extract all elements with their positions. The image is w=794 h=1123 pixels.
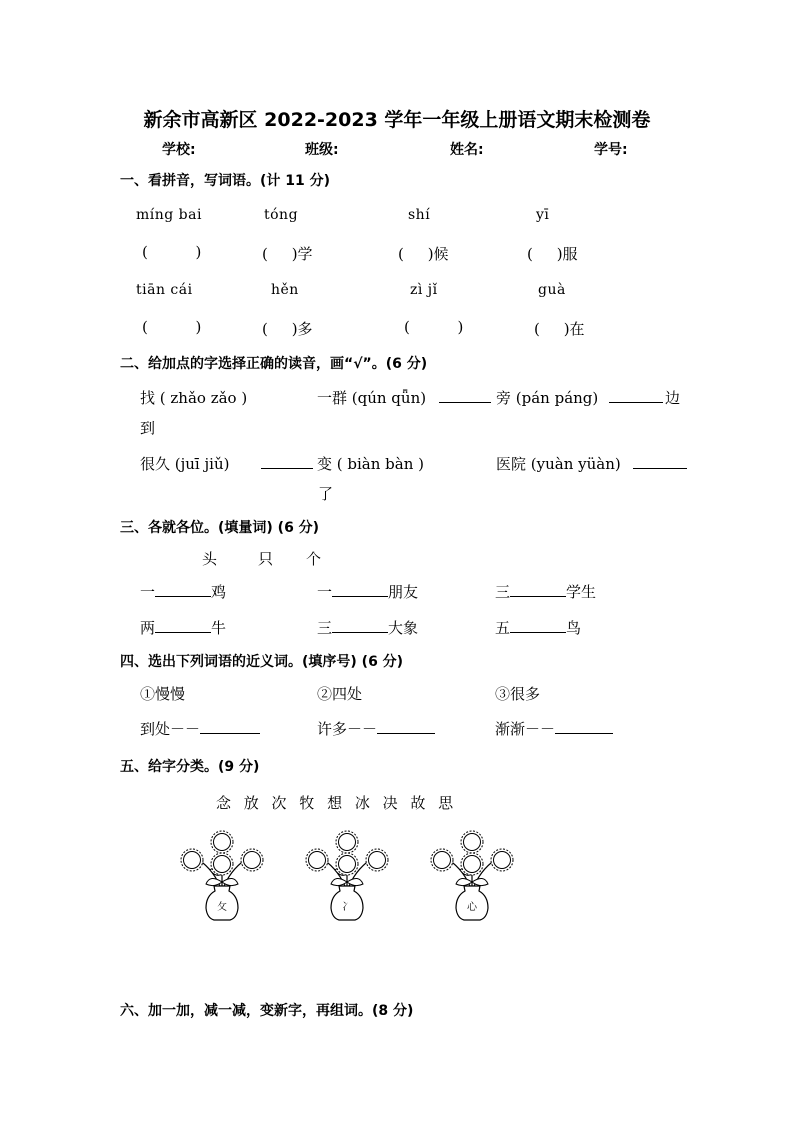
answer-blank: ( )候 [398,245,449,263]
quantity-item: 五 鸟 [495,619,582,637]
pinyin: shí [408,207,431,223]
answer-blank: ( ) [404,318,464,336]
reading-choice: 旁 (pán páng) [496,389,599,407]
synonym-option: ③很多 [495,685,541,703]
reading-choice: 很久 (juī jiǔ) [140,455,230,473]
class-field-label: 班级: [305,142,339,158]
quantity-item: 一 鸡 [140,583,227,601]
section-2-heading: 二、给加点的字选择正确的读音，画“√”。(6 分) [120,356,428,372]
reading-choice: 找 ( zhǎo zǎo ) [140,389,248,407]
wrapped-char: 了 [318,485,334,503]
vase-3-label: 心 [467,902,477,913]
name-field-label: 姓名: [450,142,484,158]
wrapped-char: 到 [140,419,156,437]
pinyin: hěn [271,282,299,298]
reading-choice: 一群 (qún qǖn) [317,389,427,407]
quantity-item: 三 大象 [317,619,419,637]
answer-line [633,454,687,469]
pinyin: zì jǐ [410,282,438,298]
pinyin: tiān cái [136,282,193,298]
quantity-item: 两 牛 [140,619,227,637]
answer-blank: ( ) [142,318,202,336]
reading-choice: 医院 (yuàn yüàn) [496,455,621,473]
answer-line [609,388,663,403]
pinyin: yī [536,207,550,223]
student-number-field-label: 学号: [594,142,628,158]
answer-blank: ( )多 [262,320,313,338]
synonym-item: 到处－－ [140,718,260,739]
measure-word-option: 个 [306,550,322,568]
section-1-heading: 一、看拼音，写词语。(计 11 分) [120,173,331,189]
answer-line [261,454,313,469]
quantity-item: 三 学生 [495,583,597,601]
section-4-heading: 四、选出下列词语的近义词。(填序号) (6 分) [120,654,404,670]
answer-blank: ( )在 [534,320,585,338]
characters-to-sort: 念 放 次 牧 想 冰 决 故 思 [216,794,456,812]
pinyin: tóng [264,207,299,223]
synonym-option: ②四处 [317,685,363,703]
measure-word-option: 头 [202,550,218,568]
section-5-heading: 五、给字分类。(9 分) [120,759,260,775]
answer-blank: ( ) [142,243,202,261]
wrapped-char: 边 [665,389,681,407]
page-title: 新余市高新区 2022-2023 学年一年级上册语文期末检测卷 [143,109,651,131]
synonym-item: 许多－－ [317,718,435,739]
measure-word-option: 只 [258,550,274,568]
synonym-item: 渐渐－－ [495,718,613,739]
flower-vases-illustration [172,822,532,922]
vase-1-label: 攵 [217,902,227,913]
answer-blank: ( )学 [262,245,313,263]
section-3-heading: 三、各就各位。(填量词) (6 分) [120,520,320,536]
synonym-option: ①慢慢 [140,685,186,703]
answer-line [439,388,491,403]
pinyin: guà [538,282,566,298]
answer-blank: ( )服 [527,245,578,263]
quantity-item: 一 朋友 [317,583,419,601]
pinyin: míng bai [136,207,202,223]
section-6-heading: 六、加一加，减一减，变新字，再组词。(8 分) [120,1003,414,1019]
vase-2-label: 冫 [342,902,352,913]
reading-choice: 变 ( biàn bàn ) [317,455,424,473]
school-field-label: 学校: [162,142,196,158]
